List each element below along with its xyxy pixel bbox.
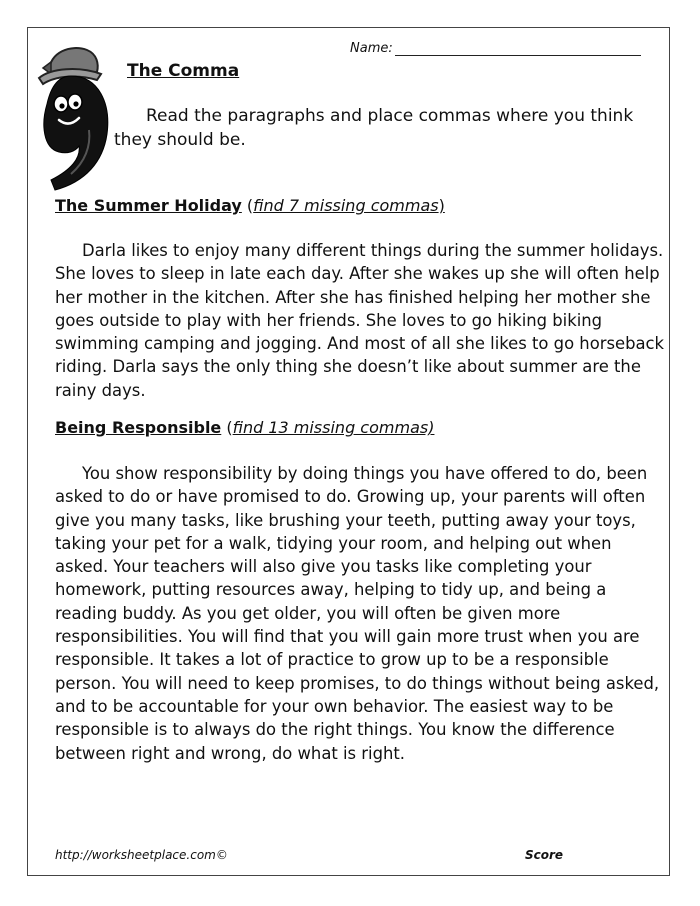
footer-url: http://worksheetplace.com© (55, 848, 228, 862)
section-title-responsible: Being Responsible (55, 418, 222, 437)
note-open-paren: ( (241, 196, 254, 215)
section-title-summer: The Summer Holiday (55, 196, 242, 215)
name-label: Name: (350, 41, 393, 56)
section-heading-summer (55, 196, 445, 215)
comma-mascot-icon (31, 42, 125, 192)
name-blank-line[interactable] (395, 41, 641, 56)
missing-commas-note-summer: find 7 missing commas (253, 196, 439, 215)
name-field (350, 41, 641, 56)
missing-commas-note-responsible: find 13 missing commas) (232, 418, 435, 437)
note-open-paren: ( (221, 418, 233, 437)
page-title: The Comma (127, 61, 240, 81)
score-label: Score (525, 848, 564, 862)
instructions-text: Read the paragraphs and place commas where you think they should be. (114, 106, 634, 150)
worksheet-page (27, 27, 670, 876)
note-close-paren: ) (438, 196, 445, 215)
paragraph-being-responsible: You show responsibility by doing things you have offered to do, been asked to do or have promised to do. Growing up, your parents will often give you many tasks, like brushing your teeth, putting away your toys, taking your pet for a walk, tidying your room, and helping out when asked. Your teachers will also give you tasks like completing your homework, putting resources away, helping to tidy up, and being a reading buddy. As you get older, you will often be given more responsibilities. You will find that you will gain more trust when you are responsible. It takes a lot of practice to grow up to be a responsible person. You will need to keep promises, to do things without being asked, and to be accountable for your own behavior. The easiest way to be responsible is to always do the right things. You know the difference between right and wrong, do what is right. (55, 464, 660, 763)
section-heading-responsible (55, 418, 434, 437)
paragraph-summer-holiday: Darla likes to enjoy many different things during the summer holidays. She loves to sleep in late each day. After she wakes up she will often help her mother in the kitchen. After she has finished helping her mother she goes outside to play with her friends. She loves to go hiking biking swimming camping and jogging. And most of all she likes to go horseback riding. Darla says the only thing she doesn’t like about summer are the rainy days. (55, 241, 665, 400)
